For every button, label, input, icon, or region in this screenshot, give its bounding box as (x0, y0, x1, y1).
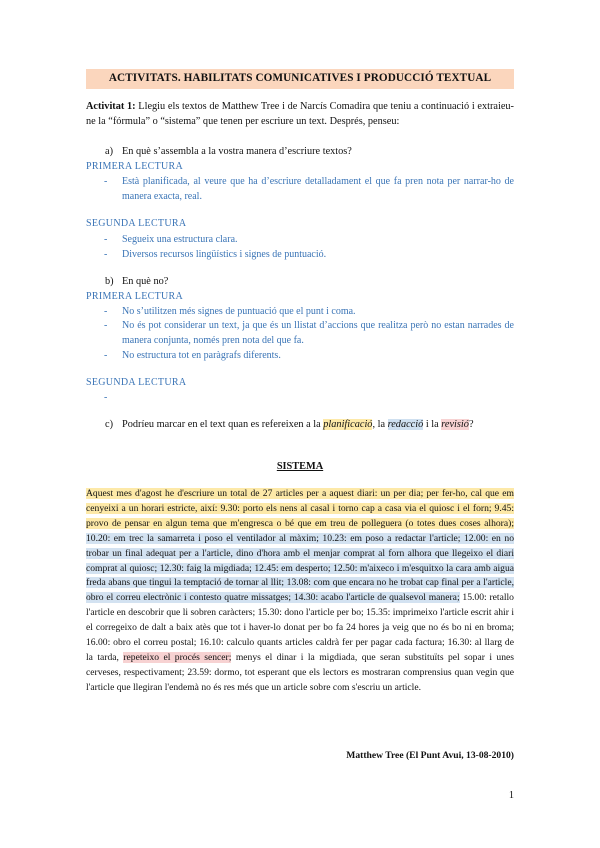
article-text (86, 487, 514, 696)
question-c-text (122, 419, 474, 430)
list-item-text: No és pot considerar un text, ja que és un llistat d’accions que realitza però no estan narrades de manera conjunta, només pren nota del que fa. (122, 320, 514, 346)
question-c-sep2: i la (423, 419, 442, 430)
list-dash: - (104, 234, 108, 245)
list-item-text: Diversos recursos lingüístics i signes de puntuació. (122, 249, 327, 260)
article-segment: menys el dinar i la migdiada, que seran substituïts pel sopar i unes cerveses, respectivament; 23.59: dormo, tot esperant que els lectors es mostraran comprensius quan vegin que l'article que llegiran l'endemà no és res més que un article sobre com s'escriu un article. (86, 651, 514, 693)
list-dash: - (104, 392, 108, 403)
list-dash: - (104, 350, 108, 361)
revision-segment: repeteixo el procés sencer; (123, 651, 232, 663)
list-item-text: No estructura tot en paràgrafs diferents. (122, 350, 281, 361)
second-reading-label: SEGUNDA LECTURA (86, 218, 187, 229)
question-b-label: b) (105, 276, 114, 287)
question-c-sep1: , la (372, 419, 388, 430)
question-a-text: En què s’assembla a la vostra manera d’escriure textos? (122, 146, 352, 157)
list-dash: - (104, 320, 108, 331)
list-item-text: Està planificada, al veure que ha d’escriure detalladament el que fa pren nota per narrar-ho de manera exacta, real. (122, 176, 514, 202)
first-reading-label: PRIMERA LECTURA (86, 161, 184, 172)
question-c-end: ? (468, 419, 474, 430)
revision-highlight: revisió (441, 419, 469, 430)
drafting-segment: 10.20: em trec la samarreta i poso el ventilador al màxim; 10.23: em poso a redactar l'article; 12.00: en no trobar un final adequat per a l'article, dino d'hora amb el menjar comprat al forn alhora que llegeixo el diari comprat al quiosc; 12.30: faig la migdiada; 12.45: em desperto; 12.50: m'aixeco i m'esquitxo la cara amb aigua freda abans que tingui la temptació de tornar al llit; 13.08: com que encara no he trobat cap final per a l'article, obro el correu electrònic i contesto quatre missatges; 14.30: acabo l'article de qualsevol manera; (86, 532, 514, 604)
list-dash: - (104, 176, 108, 187)
activity-intro (86, 99, 514, 130)
planning-segment: Aquest mes d'agost he d'escriure un total de 27 articles per a aquest diari: un per dia; per fer-ho, cal que em cenyeixi a un horari estricte, així: 9.30: porto els nens al casal i torno cap a casa via el quiosc i el forn; 9.45: provo de pensar en algun tema que m'engresca o bé que em treu de polleguera (o totes dues coses alhora); (86, 488, 514, 529)
drafting-highlight: redacció (387, 419, 424, 430)
section-title: SISTEMA (276, 461, 324, 472)
question-c-pre: Podríeu marcar en el text quan es refereixen a la (122, 419, 324, 430)
list-item-text: No s’utilitzen més signes de puntuació que el punt i coma. (122, 306, 356, 317)
second-reading-label: SEGUNDA LECTURA (86, 377, 187, 388)
activity-text: Llegiu els textos de Matthew Tree i de Narcís Comadira que teniu a continuació i extraieu-ne la “fórmula” o “sistema” que tenen per escriure un text. Després, penseu: (86, 101, 514, 128)
list-dash: - (104, 306, 108, 317)
activity-label: Activitat 1: (86, 101, 136, 112)
article-signature: Matthew Tree (El Punt Avui, 13-08-2010) (346, 750, 514, 761)
list-item-text: Segueix una estructura clara. (122, 234, 238, 245)
page-number: 1 (508, 790, 514, 801)
article-segment: 15.00: retallo l'article en descobrir que li sobren caràcters; 15.30: dono l'article per bo; 15.35: imprimeixo l'article escrit ahir i el corregeixo de dalt a baix atès que tot i haver-lo donat per bo fa 24 hores ja veig que no és bo ni en broma; 16.00: obro el correu postal; 16.10: calculo quants articles caldrà fer per pagar cada factura; 16.30: al llarg de la tarda, (86, 592, 514, 663)
list-dash: - (104, 249, 108, 260)
question-a-label: a) (105, 146, 113, 157)
question-c-label: c) (105, 419, 113, 430)
first-reading-label: PRIMERA LECTURA (86, 291, 184, 302)
page-heading: ACTIVITATS. HABILITATS COMUNICATIVES I PRODUCCIÓ TEXTUAL (108, 72, 492, 84)
question-b-text: En què no? (122, 276, 169, 287)
planning-highlight: planificació (323, 419, 373, 430)
